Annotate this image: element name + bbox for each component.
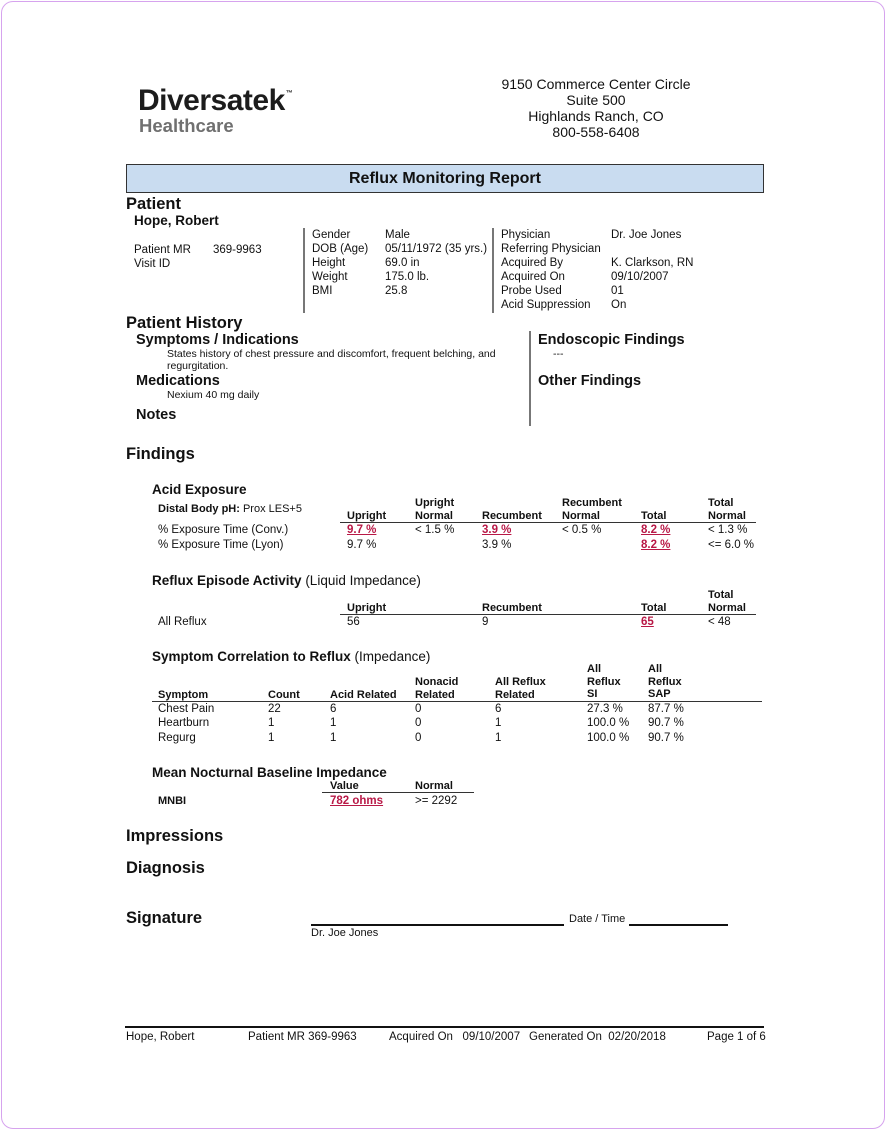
- col-header: Upright: [347, 602, 387, 614]
- demographic-label: BMI: [312, 285, 333, 297]
- col-header: Symptom: [158, 689, 209, 701]
- demographic-value: 175.0 lb.: [385, 271, 430, 283]
- logo-brand: Diversatek™: [138, 84, 293, 117]
- si: 100.0 %: [587, 717, 630, 729]
- patient-mr-label: Patient MR: [134, 244, 191, 256]
- address-phone: 800-558-6408: [552, 124, 640, 140]
- demographic-value: 69.0 in: [385, 257, 420, 269]
- study-value: 01: [611, 285, 624, 297]
- demographic-row: [312, 228, 492, 242]
- footer-rule: [125, 1026, 764, 1028]
- signature-heading: Signature: [126, 909, 203, 927]
- patient-mr-value: 369-9963: [213, 244, 262, 256]
- col-header: Nonacid Related: [415, 676, 459, 701]
- study-label: Probe Used: [501, 285, 562, 297]
- normal-range: < 1.5 %: [415, 524, 455, 536]
- demographic-label: Weight: [312, 271, 348, 283]
- acid-exposure-heading: Acid Exposure: [152, 482, 247, 497]
- col-header: Total: [641, 602, 667, 614]
- table-rule: [322, 792, 474, 793]
- footer-generated: Generated On 02/20/2018: [529, 1031, 666, 1043]
- demographic-label: Height: [312, 257, 346, 269]
- divider: [492, 228, 494, 313]
- value: 56: [347, 616, 360, 628]
- count: 22: [268, 703, 281, 715]
- date-time-label: Date / Time: [569, 913, 626, 925]
- value: 3.9 %: [482, 539, 512, 551]
- col-header: Acid Related: [330, 689, 397, 701]
- patient-name: Hope, Robert: [134, 213, 219, 228]
- col-header: Recumbent Normal: [562, 497, 622, 522]
- footer-patient-name: Hope, Robert: [126, 1031, 195, 1043]
- abnormal-value: 8.2 %: [641, 539, 671, 551]
- study-row: [501, 270, 721, 284]
- sap: 90.7 %: [648, 732, 684, 744]
- col-header: All Reflux SI: [587, 663, 621, 700]
- patient-heading: Patient: [126, 195, 182, 213]
- company-address: [480, 76, 712, 140]
- count: 1: [268, 717, 275, 729]
- study-value: 09/10/2007: [611, 271, 669, 283]
- mnbi-label: MNBI: [158, 795, 187, 807]
- mnbi-value: 782 ohms: [330, 795, 384, 807]
- col-header: Total: [641, 510, 667, 522]
- reflux-episode-heading: Reflux Episode Activity (Liquid Impedance): [152, 573, 421, 588]
- col-header: Total Normal: [708, 589, 746, 614]
- col-header: Upright Normal: [415, 497, 455, 522]
- col-header: Recumbent: [482, 602, 542, 614]
- signer-name: Dr. Joe Jones: [311, 927, 379, 939]
- col-header: Total Normal: [708, 497, 746, 522]
- demographic-value: 25.8: [385, 285, 408, 297]
- normal-range: < 1.3 %: [708, 524, 748, 536]
- symptom-name: Regurg: [158, 732, 196, 744]
- acid-related: 1: [330, 732, 337, 744]
- medications-heading: Medications: [136, 373, 220, 389]
- all-reflux-related: 1: [495, 732, 502, 744]
- visit-id-label: Visit ID: [134, 258, 171, 270]
- value: 9: [482, 616, 489, 628]
- divider: [529, 331, 531, 426]
- col-header: Upright: [347, 510, 387, 522]
- findings-heading: Findings: [126, 445, 195, 463]
- count: 1: [268, 732, 275, 744]
- study-value: On: [611, 299, 627, 311]
- row-label: % Exposure Time (Conv.): [158, 524, 289, 536]
- nonacid-related: 0: [415, 732, 422, 744]
- sap: 90.7 %: [648, 717, 684, 729]
- impressions-heading: Impressions: [126, 827, 224, 845]
- value: 9.7 %: [347, 539, 377, 551]
- si: 100.0 %: [587, 732, 630, 744]
- demographic-label: DOB (Age): [312, 243, 369, 255]
- study-row: [501, 228, 721, 242]
- mnbi-normal: >= 2292: [415, 795, 458, 807]
- divider: [303, 228, 305, 313]
- demographic-row: [312, 242, 492, 256]
- symptom-name: Chest Pain: [158, 703, 215, 715]
- abnormal-value: 9.7 %: [347, 524, 377, 536]
- other-findings-heading: Other Findings: [538, 373, 642, 389]
- medications-text: Nexium 40 mg daily: [167, 389, 260, 401]
- notes-heading: Notes: [136, 407, 177, 423]
- study-label: Acid Suppression: [501, 299, 591, 311]
- acid-related: 6: [330, 703, 337, 715]
- col-header: Value: [330, 780, 359, 792]
- logo-subtitle: Healthcare: [139, 115, 234, 136]
- nonacid-related: 0: [415, 703, 422, 715]
- normal-range: <= 6.0 %: [708, 539, 755, 551]
- study-value: Dr. Joe Jones: [611, 229, 682, 241]
- study-label: Acquired On: [501, 271, 565, 283]
- normal-range: < 0.5 %: [562, 524, 602, 536]
- endoscopic-heading: Endoscopic Findings: [538, 332, 685, 348]
- study-row: [501, 284, 721, 298]
- col-header: Normal: [415, 780, 453, 792]
- address-line1: 9150 Commerce Center Circle: [501, 76, 691, 92]
- report-title: Reflux Monitoring Report: [126, 164, 764, 193]
- symptoms-text: States history of chest pressure and discomfort, frequent belching, and regurgitation.: [167, 348, 496, 372]
- study-row: [501, 256, 721, 270]
- demographics: [312, 228, 492, 298]
- sap: 87.7 %: [648, 703, 684, 715]
- endoscopic-text: ---: [553, 348, 564, 360]
- date-time-line[interactable]: [629, 924, 728, 926]
- study-label: Referring Physician: [501, 243, 601, 255]
- row-label: All Reflux: [158, 616, 207, 628]
- demographic-value: 05/11/1972 (35 yrs.): [385, 243, 488, 255]
- study-info: [501, 228, 721, 312]
- col-header: All Reflux SAP: [648, 663, 682, 700]
- footer-acquired: Acquired On 09/10/2007: [389, 1031, 521, 1043]
- all-reflux-related: 6: [495, 703, 502, 715]
- col-header: Count: [268, 689, 300, 701]
- symptom-name: Heartburn: [158, 717, 210, 729]
- demographic-label: Gender: [312, 229, 351, 241]
- abnormal-value: 65: [641, 616, 654, 628]
- study-row: [501, 298, 721, 312]
- mnbi-heading: Mean Nocturnal Baseline Impedance: [152, 765, 387, 780]
- demographic-row: [312, 270, 492, 284]
- normal-range: < 48: [708, 616, 731, 628]
- study-value: K. Clarkson, RN: [611, 257, 694, 269]
- acid-exposure-sublabel: Distal Body pH: Prox LES+5: [158, 503, 302, 515]
- demographic-row: [312, 284, 492, 298]
- row-label: % Exposure Time (Lyon): [158, 539, 284, 551]
- si: 27.3 %: [587, 703, 623, 715]
- address-line3: Highlands Ranch, CO: [528, 108, 664, 124]
- history-heading: Patient History: [126, 314, 243, 332]
- table-rule: [340, 522, 756, 523]
- col-header: All Reflux Related: [495, 676, 546, 701]
- study-row: [501, 242, 721, 256]
- symptom-correlation-heading: Symptom Correlation to Reflux (Impedance): [152, 649, 431, 664]
- demographic-row: [312, 256, 492, 270]
- nonacid-related: 0: [415, 717, 422, 729]
- study-label: Acquired By: [501, 257, 564, 269]
- col-header: Recumbent: [482, 510, 542, 522]
- study-label: Physician: [501, 229, 551, 241]
- diagnosis-heading: Diagnosis: [126, 859, 205, 877]
- abnormal-value: 8.2 %: [641, 524, 671, 536]
- footer-page-number: Page 1 of 6: [707, 1031, 766, 1043]
- demographic-value: Male: [385, 229, 410, 241]
- all-reflux-related: 1: [495, 717, 502, 729]
- abnormal-value: 3.9 %: [482, 524, 512, 536]
- footer-patient-mr: Patient MR 369-9963: [248, 1031, 357, 1043]
- acid-related: 1: [330, 717, 337, 729]
- symptoms-heading: Symptoms / Indications: [136, 332, 299, 348]
- address-line2: Suite 500: [566, 92, 626, 108]
- table-rule: [340, 614, 756, 615]
